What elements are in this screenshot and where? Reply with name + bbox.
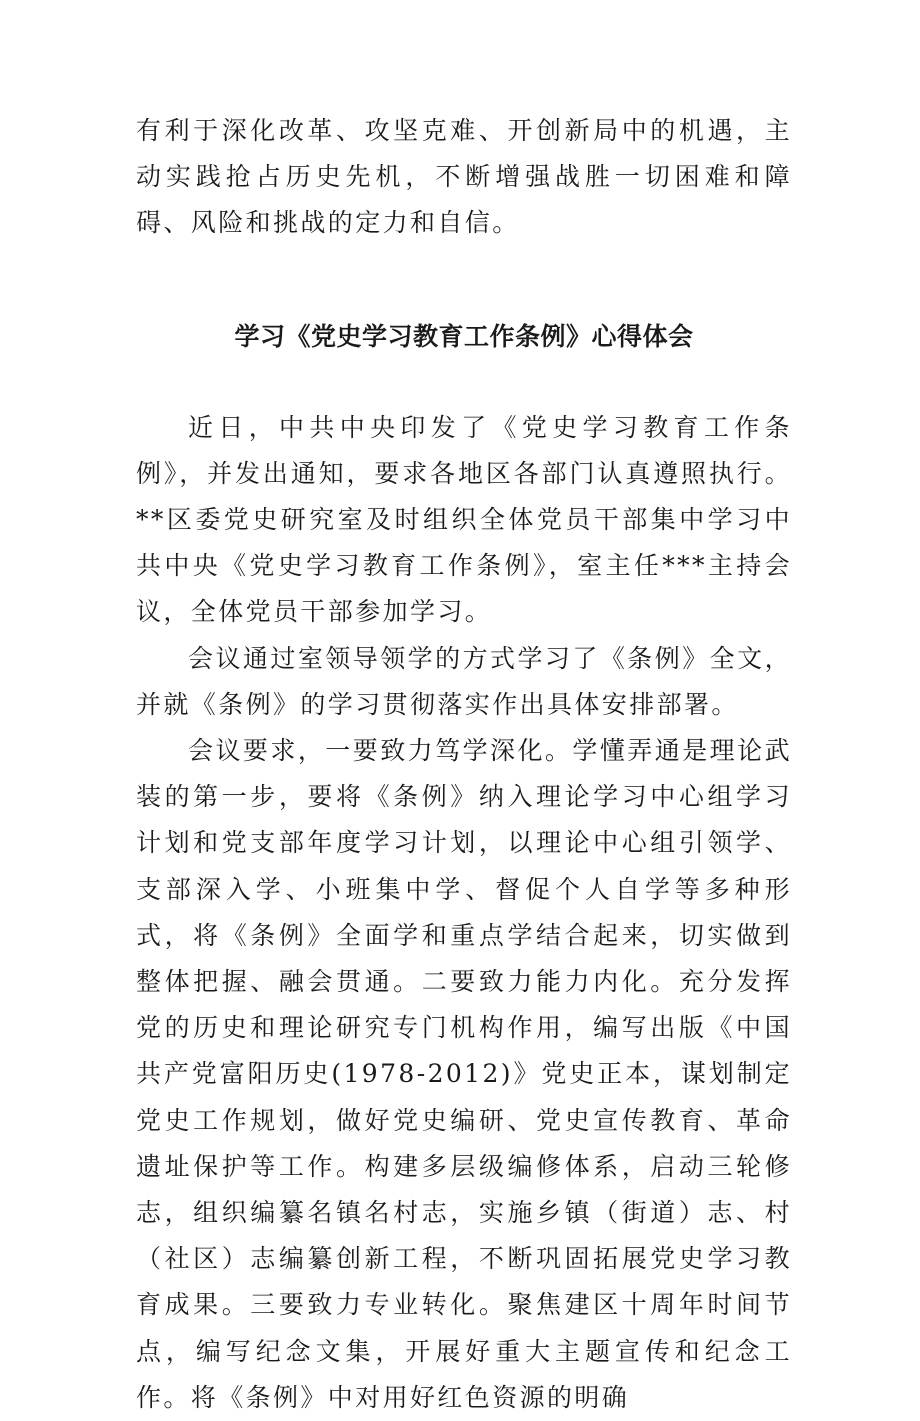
document-page bbox=[136, 108, 792, 1421]
body-paragraph-3: 会议要求，一要致力笃学深化。学懂弄通是理论武装的第一步，要将《条例》纳入理论学习中心组学习计划和党支部年度学习计划，以理论中心组引领学、支部深入学、小班集中学、督促个人自学等多种形式，将《条例》全面学和重点学结合起来，切实做到整体把握、融会贯通。二要致力能力内化。充分发挥党的历史和理论研究专门机构作用，编写出版《中国共产党富阳历史(1978-2012)》党史正本，谋划制定党史工作规划，做好党史编研、党史宣传教育、革命遗址保护等工作。构建多层级编修体系，启动三轮修志，组织编纂名镇名村志，实施乡镇（街道）志、村（社区）志编纂创新工程，不断巩固拓展党史学习教育成果。三要致力专业转化。聚焦建区十周年时间节点，编写纪念文集，开展好重大主题宣传和纪念工作。将《条例》中对用好红色资源的明确 bbox=[136, 736, 792, 1412]
body-paragraph-2: 会议通过室领导领学的方式学习了《条例》全文，并就《条例》的学习贯彻落实作出具体安排部署。 bbox=[136, 643, 792, 719]
spacer bbox=[136, 357, 792, 405]
document-title: 学习《党史学习教育工作条例》心得体会 bbox=[234, 321, 694, 351]
body-paragraph-1: 近日，中共中央印发了《党史学习教育工作条例》，并发出通知，要求各地区各部门认真遵照执行。**区委党史研究室及时组织全体党员干部集中学习中共中央《党史学习教育工作条例》，室主任***主持会议，全体党员干部参加学习。 bbox=[136, 412, 792, 627]
spacer bbox=[136, 247, 792, 317]
lead-paragraph: 有利于深化改革、攻坚克难、开创新局中的机遇，主动实践抢占历史先机，不断增强战胜一切困难和障碍、风险和挑战的定力和自信。 bbox=[136, 116, 792, 238]
